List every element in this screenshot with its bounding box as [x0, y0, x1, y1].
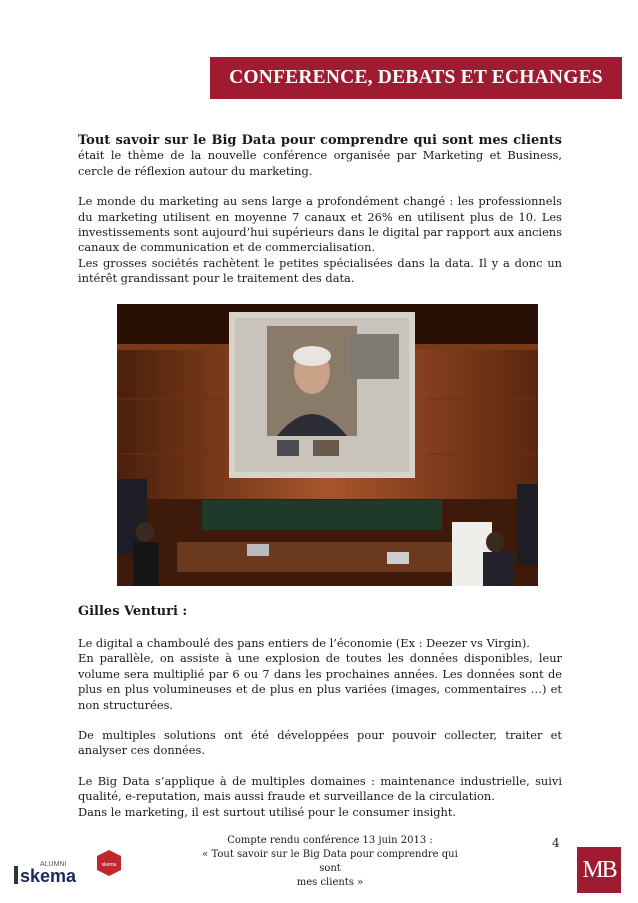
footer-caption [190, 834, 470, 890]
banner-title: CONFERENCE, DEBATS ET ECHANGES [229, 67, 603, 88]
body-paragraph-marketing-use: Dans le marketing, il est surtout utilisé pour le consumer insight. [78, 804, 457, 819]
conference-photo [117, 304, 538, 586]
footer-caption-line-1: Compte rendu conférence 13 juin 2013 : [227, 835, 433, 846]
intro-rest: le thème de la nouvelle conférence organisée par Marketing et Business, cercle de réflexion autour du marketing. [78, 148, 563, 178]
footer-caption-line-3: mes clients » [296, 877, 364, 888]
page-number: 4 [552, 836, 560, 850]
skema-wordmark: skema [20, 866, 77, 886]
body-paragraph-solutions: De multiples solutions ont été développées pour pouvoir collecter, traiter et analyser ces données. [78, 728, 562, 758]
paragraph-acquisitions: Les grosses sociétés rachètent le petites spécialisées dans la data. Il y a donc un intérêt grandissant pour le traitement des data. [78, 255, 562, 286]
section-banner [210, 57, 622, 99]
body-paragraph-digital: Le digital a chamboulé des pans entiers de l’économie (Ex : Deezer vs Virgin). [78, 636, 530, 650]
speaker-heading: Gilles Venturi : [78, 604, 188, 619]
speaker-body [78, 636, 562, 820]
body-paragraph-domains: Le Big Data s’applique à de multiples domaines : maintenance industrielle, suivi qualité, e-reputation, mais aussi fraude et surveillance de la circulation. [78, 773, 562, 804]
skema-alumni-logo [14, 846, 134, 886]
mb-logo [577, 847, 621, 893]
svg-text:skema: skema [101, 862, 117, 868]
footer-caption-line-2: « Tout savoir sur le Big Data pour comprendre qui sont [202, 849, 458, 874]
intro-paragraph [78, 133, 562, 179]
intro-lead: Tout savoir sur le Big Data pour comprendre qui sont mes clients [78, 133, 562, 148]
paragraph-marketing: Le monde du marketing au sens large a profondément changé : les professionnels du marketing utilisent en moyenne 7 canaux et 26% en utilisent plus de 10. Les investissements sont aujourd’hui supérieurs dans le digital par rapport aux anciens canaux de communication et de commercialisation. [78, 194, 562, 255]
intro-lead-suffix: était [78, 148, 105, 163]
mb-logo-text: MB [582, 856, 616, 883]
body-paragraph-data-explosion: En parallèle, on assiste à une explosion de toutes les données disponibles, leur volume sera multiplié par 6 ou 7 dans les prochaines années. Les données sont de plus en plus volumineuses et de plus en plus variées (images, commentaires …) et non structurées. [78, 651, 562, 712]
intro-block [78, 133, 562, 287]
alumni-wordmark: ALUMNI [40, 861, 67, 868]
